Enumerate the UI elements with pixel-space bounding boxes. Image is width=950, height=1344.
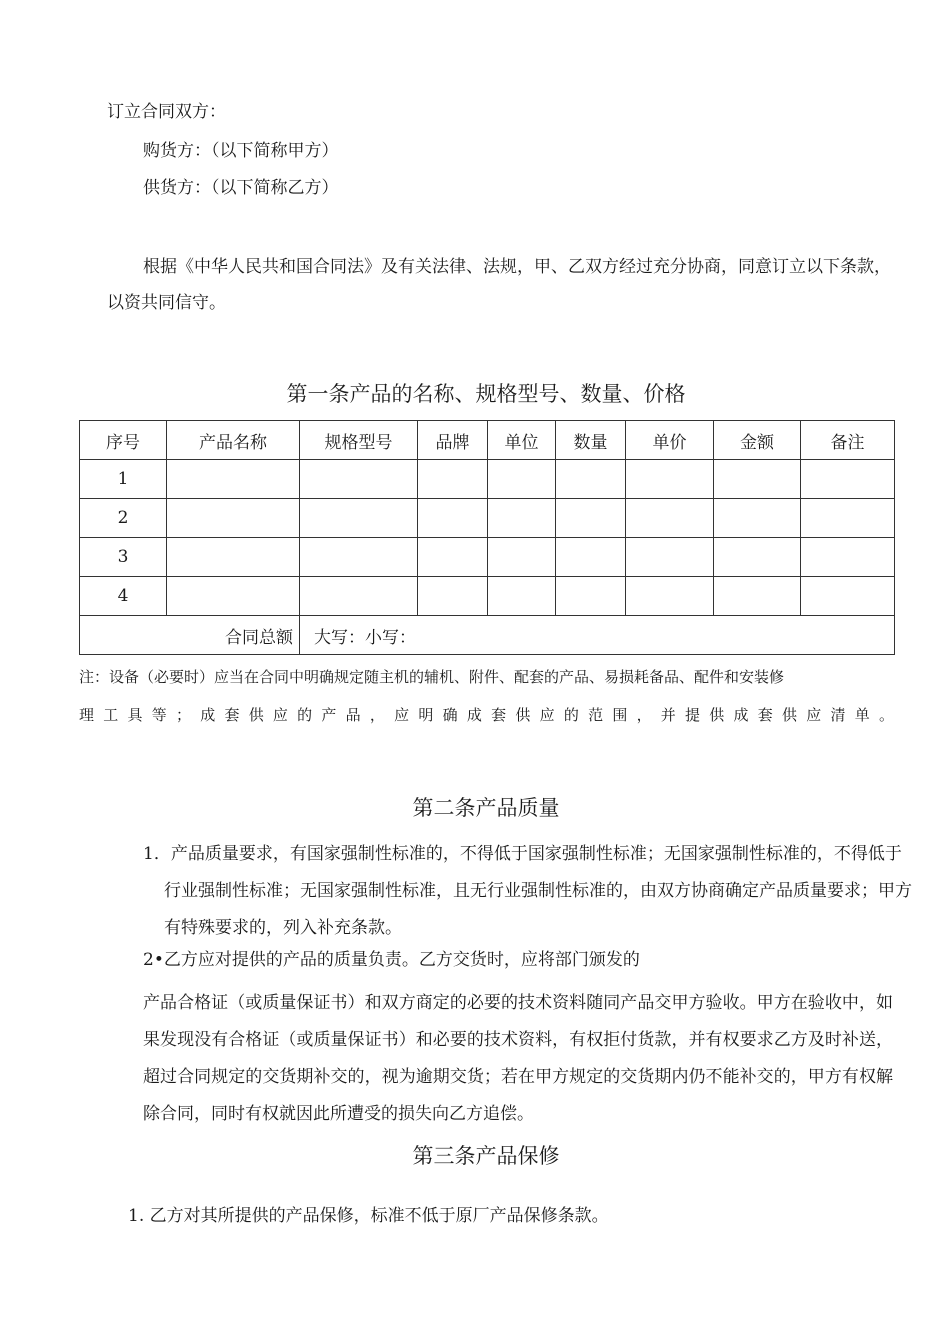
table-cell	[300, 538, 418, 577]
row-index: 4	[80, 577, 167, 616]
table-cell	[167, 460, 300, 499]
article1-title: 第一条产品的名称、规格型号、数量、价格	[286, 382, 686, 406]
table-cell	[801, 538, 895, 577]
table-cell	[488, 499, 556, 538]
table-cell	[488, 538, 556, 577]
table-cell	[167, 499, 300, 538]
preamble-paragraph: 根据《中华人民共和国合同法》及有关法律、法规，甲、乙双方经过充分协商，同意订立以下条款，以资共同信守。	[107, 257, 891, 313]
table-cell	[418, 460, 488, 499]
header-brand: 品牌	[418, 421, 488, 460]
party-intro: 订立合同双方：	[107, 102, 226, 122]
header-unit-price: 单价	[626, 421, 714, 460]
total-row	[80, 616, 895, 655]
row-index: 2	[80, 499, 167, 538]
total-value: 大写：小写：	[300, 616, 895, 655]
table-cell	[556, 538, 626, 577]
table-cell	[626, 577, 714, 616]
table-row	[80, 499, 895, 538]
product-table	[79, 420, 895, 655]
table-header-row	[80, 421, 895, 460]
header-index: 序号	[80, 421, 167, 460]
article3-title: 第三条产品保修	[412, 1144, 560, 1168]
table-cell	[167, 577, 300, 616]
table-cell	[714, 538, 801, 577]
table-cell	[714, 499, 801, 538]
header-quantity: 数量	[556, 421, 626, 460]
article2-item2-lead: 2•乙方应对提供的产品的质量负责。乙方交货时，应将部门颁发的	[143, 950, 640, 970]
seller-line: 供货方：（以下简称乙方）	[143, 178, 339, 198]
table-cell	[300, 499, 418, 538]
table-cell	[300, 460, 418, 499]
table-cell	[801, 577, 895, 616]
table-cell	[714, 577, 801, 616]
table-cell	[488, 577, 556, 616]
article3-item1: 1. 乙方对其所提供的产品保修，标准不低于原厂产品保修条款。	[128, 1206, 609, 1226]
header-spec-model: 规格型号	[300, 421, 418, 460]
article2-item2-body: 产品合格证（或质量保证书）和双方商定的必要的技术资料随同产品交甲方验收。甲方在验收中，如果发现没有合格证（或质量保证书）和必要的技术资料，有权拒付货款，并有权要求乙方及时补送，超过合同规定的交货期补交的，视为逾期交货；若在甲方规定的交货期内仍不能补交的，甲方有权解除合同，同时有权就因此所遭受的损失向乙方追偿。	[143, 993, 893, 1124]
table-cell	[418, 538, 488, 577]
table-cell	[556, 499, 626, 538]
row-index: 1	[80, 460, 167, 499]
article2-title: 第二条产品质量	[412, 796, 560, 820]
header-product-name: 产品名称	[167, 421, 300, 460]
table-row	[80, 538, 895, 577]
total-label: 合同总额	[80, 616, 300, 655]
header-remarks: 备注	[801, 421, 895, 460]
table-row	[80, 577, 895, 616]
table-note-line1: 注：设备（必要时）应当在合同中明确规定随主机的辅机、附件、配套的产品、易损耗备品、配件和安装修	[79, 668, 785, 686]
table-cell	[801, 460, 895, 499]
table-note-line2: 理工具等；成套供应的产品，应明确成套供应的范围，并提供成套供应清单。	[79, 706, 894, 724]
table-cell	[626, 499, 714, 538]
table-cell	[556, 460, 626, 499]
article2-item1: 1．产品质量要求，有国家强制性标准的，不得低于国家强制性标准；无国家强制性标准的，不得低于行业强制性标准；无国家强制性标准，且无行业强制性标准的，由双方协商确定产品质量要求；甲方有特殊要求的，列入补充条款。	[143, 844, 912, 938]
table-cell	[556, 577, 626, 616]
table-cell	[418, 499, 488, 538]
table-cell	[801, 499, 895, 538]
table-cell	[626, 460, 714, 499]
table-cell	[418, 577, 488, 616]
buyer-line: 购货方：（以下简称甲方）	[143, 141, 339, 161]
row-index: 3	[80, 538, 167, 577]
table-cell	[714, 460, 801, 499]
table-cell	[167, 538, 300, 577]
header-amount: 金额	[714, 421, 801, 460]
table-cell	[300, 577, 418, 616]
table-cell	[626, 538, 714, 577]
header-unit: 单位	[488, 421, 556, 460]
table-cell	[488, 460, 556, 499]
table-row	[80, 460, 895, 499]
